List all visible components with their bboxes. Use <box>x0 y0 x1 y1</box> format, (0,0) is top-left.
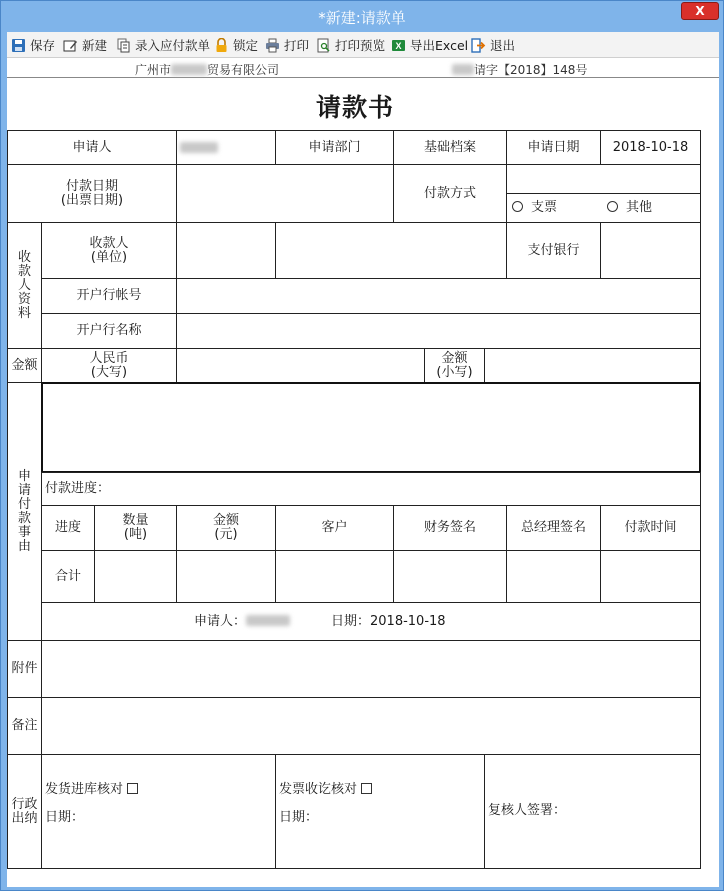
printer-icon <box>265 38 280 53</box>
pay-method-options <box>506 193 701 223</box>
checkbox-icon <box>361 783 372 794</box>
new-label: 新建 <box>82 38 108 53</box>
import-payable-label: 录入应付款单 <box>135 38 211 53</box>
exit-button[interactable] <box>471 36 515 54</box>
document-header-row <box>7 58 719 78</box>
company-suffix: 贸易有限公司 <box>207 63 280 77</box>
document-number <box>452 61 587 78</box>
document-title: 请款书 <box>315 93 394 122</box>
print-button[interactable] <box>265 36 309 54</box>
print-preview-icon <box>316 38 331 53</box>
invoice-check[interactable] <box>279 783 372 797</box>
radio-other[interactable] <box>607 201 652 215</box>
exit-icon <box>471 38 486 53</box>
amount-lower-label: 金额 (小写) <box>424 348 485 383</box>
title-bar <box>1 1 723 31</box>
save-label: 保存 <box>30 38 56 53</box>
pay-date-label: 付款日期 (出票日期) <box>7 164 177 223</box>
progress-label: 付款进度： <box>41 472 701 506</box>
goods-check-cell <box>41 754 276 869</box>
exit-label: 退出 <box>490 38 516 53</box>
total-gm-sign-field[interactable] <box>506 550 601 603</box>
col-pay-time: 付款时间 <box>600 505 701 551</box>
applicant-field[interactable] <box>176 130 276 165</box>
pay-bank-label: 支付银行 <box>506 222 601 279</box>
col-finance-sign: 财务签名 <box>393 505 507 551</box>
invoice-check-label: 发票收讫核对 <box>279 782 358 797</box>
redacted-name <box>171 64 207 75</box>
reviewer-label: 复核人签署： <box>488 803 567 818</box>
payee-field-2[interactable] <box>275 222 507 279</box>
amount-lower-field[interactable] <box>484 348 701 383</box>
dept-field[interactable]: 基础档案 <box>393 130 507 165</box>
export-excel-label: 导出Excel <box>410 38 469 53</box>
total-label: 合计 <box>41 550 95 603</box>
save-button[interactable] <box>11 36 55 54</box>
import-payable-button[interactable] <box>116 36 210 54</box>
applicant-label: 申请人 <box>7 130 177 165</box>
payee-field[interactable] <box>176 222 276 279</box>
invoice-check-cell <box>275 754 485 869</box>
total-customer-field[interactable] <box>275 550 394 603</box>
pay-method-label: 付款方式 <box>393 164 507 223</box>
amount-label: 金额 <box>7 348 42 383</box>
new-document-icon <box>63 38 78 53</box>
footer-date: 日期：2018-10-18 <box>331 614 446 629</box>
radio-circle-icon <box>512 201 523 212</box>
attachment-field[interactable] <box>41 640 701 698</box>
document-copy-icon <box>116 38 131 53</box>
pay-bank-field[interactable] <box>600 222 701 279</box>
total-pay-time-field[interactable] <box>600 550 701 603</box>
total-amount-field[interactable] <box>176 550 276 603</box>
reason-section-text: 申请付款事由 <box>17 468 31 554</box>
redacted-applicant <box>180 142 218 153</box>
col-customer: 客户 <box>275 505 394 551</box>
reviewer-cell <box>484 754 701 869</box>
payee-section-text: 收款人资料 <box>17 249 31 321</box>
footer-applicant <box>194 615 290 629</box>
print-preview-button[interactable] <box>316 36 385 54</box>
dept-label: 申请部门 <box>275 130 394 165</box>
total-finance-sign-field[interactable] <box>393 550 507 603</box>
company-prefix: 广州市 <box>135 63 172 77</box>
col-amount: 金额 (元) <box>176 505 276 551</box>
radio-cheque[interactable] <box>512 201 557 215</box>
col-gm-sign: 总经理签名 <box>506 505 601 551</box>
goods-check[interactable] <box>45 783 138 797</box>
account-name-label: 开户行名称 <box>41 313 177 349</box>
col-progress: 进度 <box>41 505 95 551</box>
redacted-prefix <box>452 64 474 75</box>
other-label: 其他 <box>626 200 653 215</box>
rmb-upper-label: 人民币 (大写) <box>41 348 177 383</box>
company-name <box>135 61 279 78</box>
rmb-upper-field[interactable] <box>176 348 425 383</box>
remark-label: 备注 <box>7 697 42 755</box>
save-icon <box>11 38 26 53</box>
lock-label: 锁定 <box>233 38 259 53</box>
lock-button[interactable] <box>214 36 258 54</box>
footer-signature-row <box>41 602 701 641</box>
goods-check-date: 日期： <box>45 810 85 825</box>
pay-method-field[interactable] <box>506 164 701 194</box>
remark-field[interactable] <box>41 697 701 755</box>
print-label: 打印 <box>284 38 310 53</box>
close-button[interactable]: X <box>681 2 719 20</box>
total-quantity-field[interactable] <box>94 550 177 603</box>
account-no-field[interactable] <box>176 278 701 314</box>
toolbar <box>7 32 719 58</box>
account-no-label: 开户行帐号 <box>41 278 177 314</box>
admin-text: 行政出纳 <box>11 796 38 826</box>
reason-textarea[interactable] <box>41 382 701 473</box>
payee-section-label <box>7 222 42 349</box>
export-excel-button[interactable] <box>391 36 468 54</box>
admin-label <box>7 754 42 869</box>
window-title: *新建:请款单 <box>318 9 406 27</box>
radio-circle-icon <box>607 201 618 212</box>
pay-date-field[interactable] <box>176 164 394 223</box>
col-quantity: 数量 (吨) <box>94 505 177 551</box>
print-preview-label: 打印预览 <box>335 38 386 53</box>
new-button[interactable] <box>63 36 107 54</box>
account-name-field[interactable] <box>176 313 701 349</box>
apply-date-field[interactable]: 2018-10-18 <box>600 130 701 165</box>
redacted-signature <box>246 615 290 626</box>
payee-label: 收款人 (单位) <box>41 222 177 279</box>
attachment-label: 附件 <box>7 640 42 698</box>
svg-text:X: X <box>395 40 402 51</box>
document-page <box>7 58 719 887</box>
lock-icon <box>214 38 229 53</box>
apply-date-label: 申请日期 <box>506 130 601 165</box>
footer-applicant-label: 申请人： <box>194 614 247 629</box>
document-number-text: 请字【2018】148号 <box>474 63 588 77</box>
goods-check-label: 发货进库核对 <box>45 782 124 797</box>
payment-request-form <box>7 130 702 885</box>
excel-icon <box>391 38 406 53</box>
checkbox-icon <box>127 783 138 794</box>
invoice-check-date: 日期： <box>279 810 319 825</box>
reason-section-label <box>7 382 42 641</box>
cheque-label: 支票 <box>531 200 558 215</box>
